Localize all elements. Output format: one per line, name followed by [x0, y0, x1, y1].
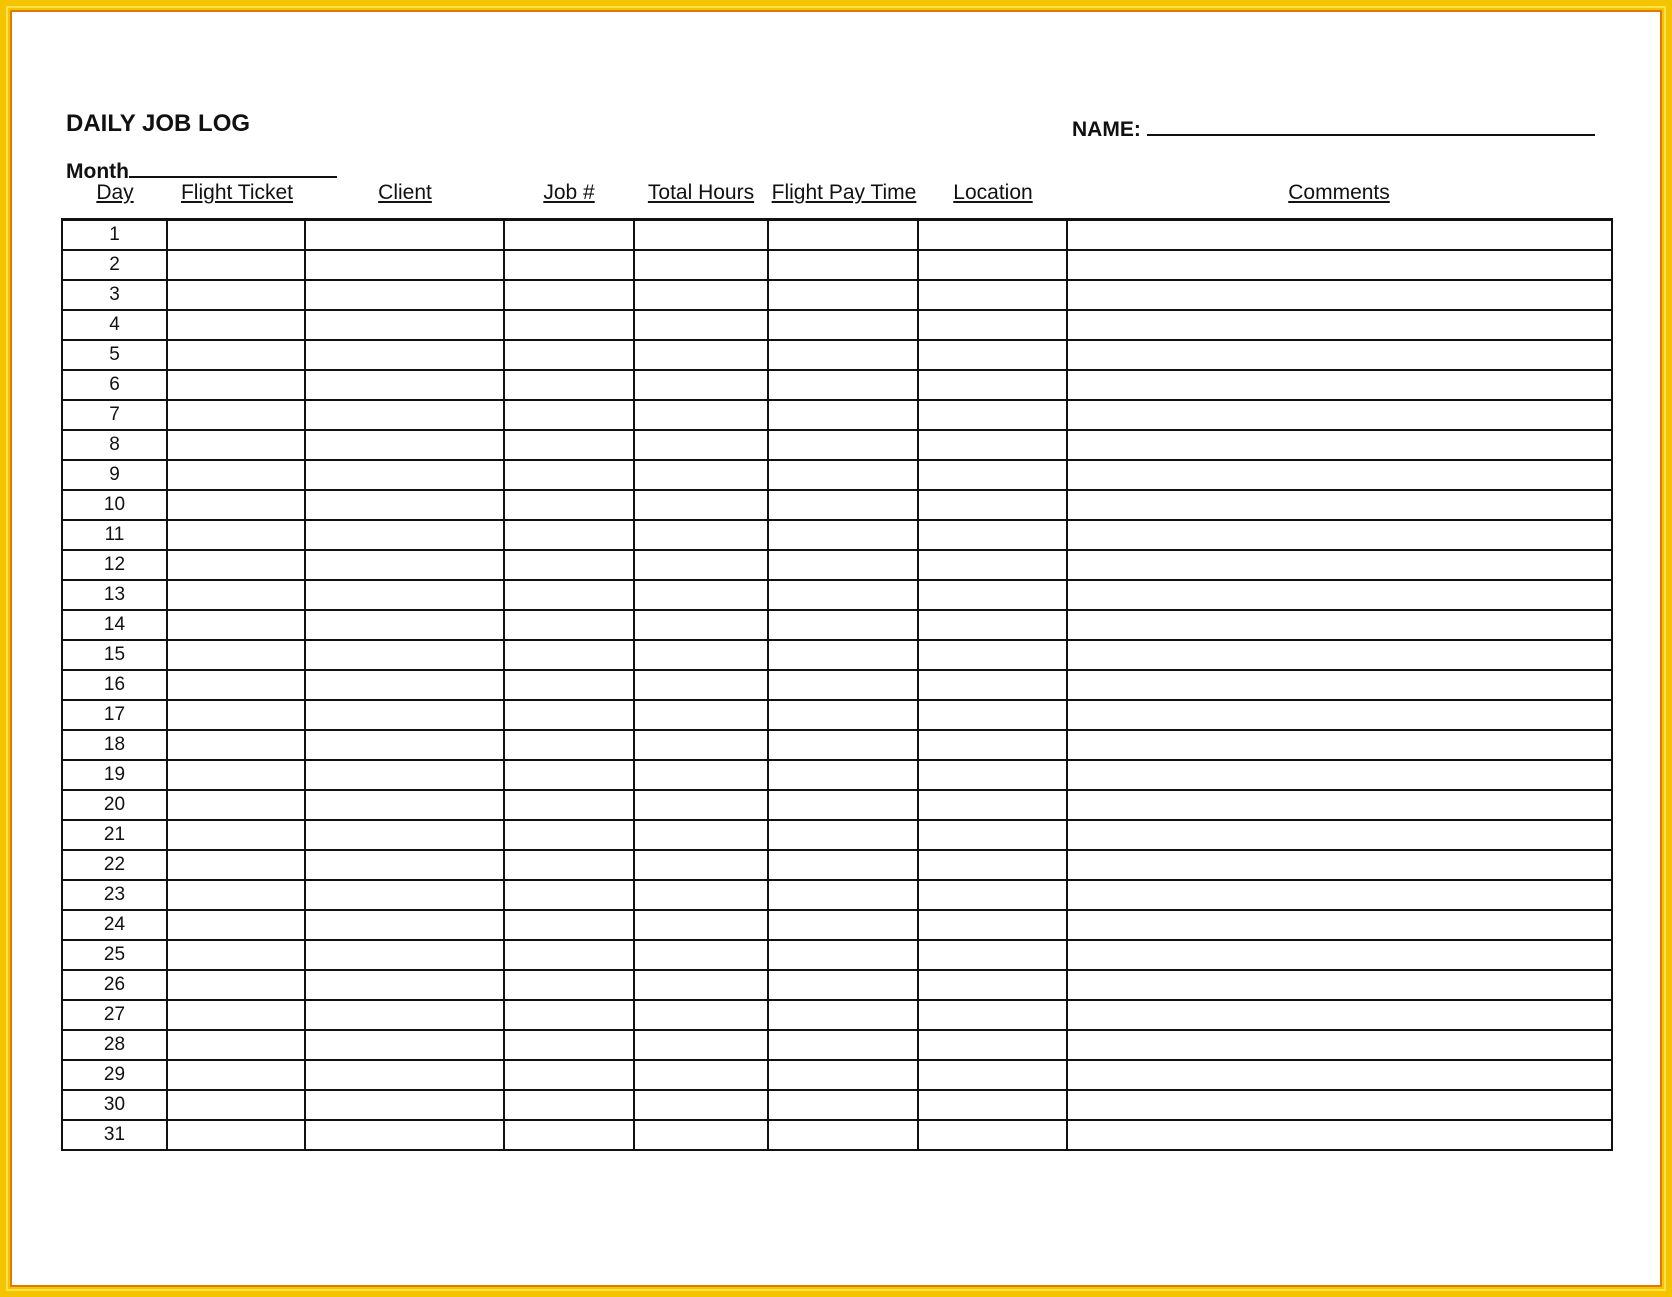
header-client: Client	[378, 181, 432, 204]
flight-ticket-cell[interactable]	[167, 400, 305, 430]
day-cell: 7	[62, 400, 167, 430]
location-cell[interactable]	[918, 550, 1067, 580]
day-cell: 16	[62, 670, 167, 700]
flight-pay-time-cell[interactable]	[768, 1000, 918, 1030]
job-number-cell[interactable]	[504, 1000, 634, 1030]
table-row	[62, 910, 1612, 940]
flight-ticket-cell[interactable]	[167, 790, 305, 820]
location-cell[interactable]	[918, 640, 1067, 670]
total-hours-cell[interactable]	[634, 1120, 768, 1150]
comments-cell[interactable]	[1067, 460, 1612, 490]
comments-cell[interactable]	[1067, 370, 1612, 400]
location-cell[interactable]	[918, 880, 1067, 910]
day-cell: 15	[62, 640, 167, 670]
job-number-cell[interactable]	[504, 460, 634, 490]
flight-ticket-cell[interactable]	[167, 460, 305, 490]
day-cell: 26	[62, 970, 167, 1000]
flight-pay-time-cell[interactable]	[768, 430, 918, 460]
table-row	[62, 280, 1612, 310]
total-hours-cell[interactable]	[634, 250, 768, 280]
flight-pay-time-cell[interactable]	[768, 700, 918, 730]
job-number-cell[interactable]	[504, 310, 634, 340]
comments-cell[interactable]	[1067, 670, 1612, 700]
flight-pay-time-cell[interactable]	[768, 730, 918, 760]
flight-pay-time-cell[interactable]	[768, 970, 918, 1000]
table-row	[62, 340, 1612, 370]
location-cell[interactable]	[918, 670, 1067, 700]
table-row	[62, 700, 1612, 730]
location-cell[interactable]	[918, 940, 1067, 970]
client-cell[interactable]	[305, 760, 504, 790]
flight-ticket-cell[interactable]	[167, 970, 305, 1000]
day-cell: 14	[62, 610, 167, 640]
month-label: Month	[66, 160, 129, 183]
flight-ticket-cell[interactable]	[167, 340, 305, 370]
job-number-cell[interactable]	[504, 850, 634, 880]
flight-pay-time-cell[interactable]	[768, 550, 918, 580]
total-hours-cell[interactable]	[634, 670, 768, 700]
name-blank-line[interactable]	[1147, 114, 1595, 136]
comments-cell[interactable]	[1067, 1030, 1612, 1060]
client-cell[interactable]	[305, 460, 504, 490]
job-number-cell[interactable]	[504, 280, 634, 310]
day-cell: 30	[62, 1090, 167, 1120]
flight-ticket-cell[interactable]	[167, 670, 305, 700]
location-cell[interactable]	[918, 400, 1067, 430]
day-cell: 12	[62, 550, 167, 580]
total-hours-cell[interactable]	[634, 1090, 768, 1120]
job-number-cell[interactable]	[504, 1090, 634, 1120]
client-cell[interactable]	[305, 850, 504, 880]
table-row	[62, 490, 1612, 520]
header-job-number: Job #	[543, 181, 595, 204]
total-hours-cell[interactable]	[634, 760, 768, 790]
day-cell: 22	[62, 850, 167, 880]
flight-pay-time-cell[interactable]	[768, 520, 918, 550]
flight-ticket-cell[interactable]	[167, 1060, 305, 1090]
job-number-cell[interactable]	[504, 700, 634, 730]
table-row	[62, 760, 1612, 790]
flight-pay-time-cell[interactable]	[768, 820, 918, 850]
location-cell[interactable]	[918, 1060, 1067, 1090]
location-cell[interactable]	[918, 520, 1067, 550]
location-cell[interactable]	[918, 430, 1067, 460]
client-cell[interactable]	[305, 970, 504, 1000]
flight-ticket-cell[interactable]	[167, 910, 305, 940]
job-number-cell[interactable]	[504, 730, 634, 760]
total-hours-cell[interactable]	[634, 460, 768, 490]
flight-ticket-cell[interactable]	[167, 580, 305, 610]
total-hours-cell[interactable]	[634, 520, 768, 550]
day-cell: 28	[62, 1030, 167, 1060]
location-cell[interactable]	[918, 250, 1067, 280]
comments-cell[interactable]	[1067, 550, 1612, 580]
total-hours-cell[interactable]	[634, 400, 768, 430]
day-cell: 29	[62, 1060, 167, 1090]
table-row	[62, 520, 1612, 550]
job-number-cell[interactable]	[504, 400, 634, 430]
location-cell[interactable]	[918, 820, 1067, 850]
month-blank-line[interactable]	[129, 156, 337, 178]
comments-cell[interactable]	[1067, 310, 1612, 340]
job-number-cell[interactable]	[504, 640, 634, 670]
comments-cell[interactable]	[1067, 430, 1612, 460]
flight-ticket-cell[interactable]	[167, 610, 305, 640]
job-number-cell[interactable]	[504, 790, 634, 820]
header-location: Location	[953, 181, 1033, 204]
total-hours-cell[interactable]	[634, 730, 768, 760]
total-hours-cell[interactable]	[634, 940, 768, 970]
flight-pay-time-cell[interactable]	[768, 760, 918, 790]
table-row	[62, 880, 1612, 910]
location-cell[interactable]	[918, 280, 1067, 310]
table-row	[62, 1120, 1612, 1150]
flight-pay-time-cell[interactable]	[768, 940, 918, 970]
location-cell[interactable]	[918, 460, 1067, 490]
header-total-hours: Total Hours	[647, 181, 755, 204]
total-hours-cell[interactable]	[634, 850, 768, 880]
client-cell[interactable]	[305, 310, 504, 340]
client-cell[interactable]	[305, 370, 504, 400]
table-row	[62, 370, 1612, 400]
day-cell: 13	[62, 580, 167, 610]
location-cell[interactable]	[918, 730, 1067, 760]
total-hours-cell[interactable]	[634, 550, 768, 580]
table-row	[62, 790, 1612, 820]
client-cell[interactable]	[305, 820, 504, 850]
flight-pay-time-cell[interactable]	[768, 850, 918, 880]
flight-pay-time-cell[interactable]	[768, 400, 918, 430]
day-cell: 24	[62, 910, 167, 940]
flight-ticket-cell[interactable]	[167, 730, 305, 760]
name-field[interactable]	[1072, 114, 1595, 142]
flight-ticket-cell[interactable]	[167, 250, 305, 280]
flight-pay-time-cell[interactable]	[768, 370, 918, 400]
name-label: NAME:	[1072, 118, 1141, 141]
job-number-cell[interactable]	[504, 940, 634, 970]
flight-ticket-cell[interactable]	[167, 1090, 305, 1120]
job-number-cell[interactable]	[504, 340, 634, 370]
flight-ticket-cell[interactable]	[167, 370, 305, 400]
location-cell[interactable]	[918, 1090, 1067, 1120]
flight-pay-time-cell[interactable]	[768, 670, 918, 700]
total-hours-cell[interactable]	[634, 1060, 768, 1090]
client-cell[interactable]	[305, 580, 504, 610]
table-row	[62, 850, 1612, 880]
client-cell[interactable]	[305, 610, 504, 640]
client-cell[interactable]	[305, 700, 504, 730]
client-cell[interactable]	[305, 550, 504, 580]
total-hours-cell[interactable]	[634, 790, 768, 820]
total-hours-cell[interactable]	[634, 370, 768, 400]
total-hours-cell[interactable]	[634, 1030, 768, 1060]
day-cell: 27	[62, 1000, 167, 1030]
comments-cell[interactable]	[1067, 730, 1612, 760]
flight-pay-time-cell[interactable]	[768, 580, 918, 610]
flight-pay-time-cell[interactable]	[768, 640, 918, 670]
day-cell: 31	[62, 1120, 167, 1150]
flight-ticket-cell[interactable]	[167, 700, 305, 730]
comments-cell[interactable]	[1067, 520, 1612, 550]
comments-cell[interactable]	[1067, 640, 1612, 670]
total-hours-cell[interactable]	[634, 280, 768, 310]
table-row	[62, 400, 1612, 430]
flight-pay-time-cell[interactable]	[768, 910, 918, 940]
table-row	[62, 940, 1612, 970]
client-cell[interactable]	[305, 280, 504, 310]
flight-pay-time-cell[interactable]	[768, 880, 918, 910]
flight-ticket-cell[interactable]	[167, 220, 305, 251]
comments-cell[interactable]	[1067, 790, 1612, 820]
location-cell[interactable]	[918, 970, 1067, 1000]
flight-ticket-cell[interactable]	[167, 940, 305, 970]
job-number-cell[interactable]	[504, 220, 634, 251]
location-cell[interactable]	[918, 760, 1067, 790]
job-number-cell[interactable]	[504, 550, 634, 580]
flight-pay-time-cell[interactable]	[768, 310, 918, 340]
client-cell[interactable]	[305, 670, 504, 700]
client-cell[interactable]	[305, 490, 504, 520]
day-cell: 18	[62, 730, 167, 760]
comments-cell[interactable]	[1067, 1090, 1612, 1120]
table-row	[62, 820, 1612, 850]
client-cell[interactable]	[305, 940, 504, 970]
client-cell[interactable]	[305, 880, 504, 910]
day-cell: 5	[62, 340, 167, 370]
table-row	[62, 1090, 1612, 1120]
total-hours-cell[interactable]	[634, 610, 768, 640]
job-number-cell[interactable]	[504, 1030, 634, 1060]
client-cell[interactable]	[305, 520, 504, 550]
table-row	[62, 730, 1612, 760]
total-hours-cell[interactable]	[634, 430, 768, 460]
job-number-cell[interactable]	[504, 610, 634, 640]
comments-cell[interactable]	[1067, 340, 1612, 370]
client-cell[interactable]	[305, 400, 504, 430]
flight-ticket-cell[interactable]	[167, 880, 305, 910]
comments-cell[interactable]	[1067, 880, 1612, 910]
location-cell[interactable]	[918, 790, 1067, 820]
flight-ticket-cell[interactable]	[167, 640, 305, 670]
location-cell[interactable]	[918, 1030, 1067, 1060]
job-number-cell[interactable]	[504, 490, 634, 520]
flight-pay-time-cell[interactable]	[768, 610, 918, 640]
header-flight-pay-time: Flight Pay Time	[771, 181, 917, 204]
table-row	[62, 1000, 1612, 1030]
total-hours-cell[interactable]	[634, 970, 768, 1000]
header-comments: Comments	[1288, 181, 1390, 204]
flight-ticket-cell[interactable]	[167, 1030, 305, 1060]
location-cell[interactable]	[918, 1000, 1067, 1030]
day-cell: 1	[62, 220, 167, 251]
job-number-cell[interactable]	[504, 970, 634, 1000]
flight-ticket-cell[interactable]	[167, 1000, 305, 1030]
comments-cell[interactable]	[1067, 910, 1612, 940]
day-cell: 2	[62, 250, 167, 280]
flight-pay-time-cell[interactable]	[768, 790, 918, 820]
flight-ticket-cell[interactable]	[167, 550, 305, 580]
total-hours-cell[interactable]	[634, 310, 768, 340]
client-cell[interactable]	[305, 1000, 504, 1030]
location-cell[interactable]	[918, 490, 1067, 520]
comments-cell[interactable]	[1067, 700, 1612, 730]
table-row	[62, 250, 1612, 280]
flight-ticket-cell[interactable]	[167, 850, 305, 880]
total-hours-cell[interactable]	[634, 580, 768, 610]
day-cell: 6	[62, 370, 167, 400]
table-row	[62, 1030, 1612, 1060]
comments-cell[interactable]	[1067, 940, 1612, 970]
location-cell[interactable]	[918, 700, 1067, 730]
flight-pay-time-cell[interactable]	[768, 220, 918, 251]
total-hours-cell[interactable]	[634, 340, 768, 370]
flight-pay-time-cell[interactable]	[768, 1090, 918, 1120]
day-cell: 8	[62, 430, 167, 460]
location-cell[interactable]	[918, 310, 1067, 340]
client-cell[interactable]	[305, 340, 504, 370]
client-cell[interactable]	[305, 1120, 504, 1150]
location-cell[interactable]	[918, 220, 1067, 251]
table-row	[62, 310, 1612, 340]
location-cell[interactable]	[918, 370, 1067, 400]
day-cell: 3	[62, 280, 167, 310]
day-cell: 17	[62, 700, 167, 730]
day-cell: 10	[62, 490, 167, 520]
client-cell[interactable]	[305, 250, 504, 280]
comments-cell[interactable]	[1067, 850, 1612, 880]
table-row	[62, 220, 1612, 251]
job-number-cell[interactable]	[504, 250, 634, 280]
table-row	[62, 610, 1612, 640]
flight-ticket-cell[interactable]	[167, 430, 305, 460]
flight-pay-time-cell[interactable]	[768, 280, 918, 310]
location-cell[interactable]	[918, 850, 1067, 880]
location-cell[interactable]	[918, 340, 1067, 370]
header-day: Day	[96, 181, 134, 204]
day-cell: 25	[62, 940, 167, 970]
form-title: DAILY JOB LOG	[66, 110, 251, 137]
client-cell[interactable]	[305, 790, 504, 820]
client-cell[interactable]	[305, 430, 504, 460]
client-cell[interactable]	[305, 1090, 504, 1120]
comments-cell[interactable]	[1067, 760, 1612, 790]
flight-pay-time-cell[interactable]	[768, 250, 918, 280]
table-row	[62, 670, 1612, 700]
table-row	[62, 460, 1612, 490]
comments-cell[interactable]	[1067, 1000, 1612, 1030]
job-number-cell[interactable]	[504, 1060, 634, 1090]
flight-ticket-cell[interactable]	[167, 760, 305, 790]
flight-pay-time-cell[interactable]	[768, 1060, 918, 1090]
day-cell: 11	[62, 520, 167, 550]
table-row	[62, 550, 1612, 580]
table-row	[62, 640, 1612, 670]
total-hours-cell[interactable]	[634, 1000, 768, 1030]
job-number-cell[interactable]	[504, 430, 634, 460]
job-number-cell[interactable]	[504, 520, 634, 550]
day-cell: 19	[62, 760, 167, 790]
flight-pay-time-cell[interactable]	[768, 1120, 918, 1150]
total-hours-cell[interactable]	[634, 640, 768, 670]
flight-pay-time-cell[interactable]	[768, 340, 918, 370]
day-cell: 9	[62, 460, 167, 490]
total-hours-cell[interactable]	[634, 880, 768, 910]
total-hours-cell[interactable]	[634, 820, 768, 850]
flight-pay-time-cell[interactable]	[768, 1030, 918, 1060]
table-row	[62, 580, 1612, 610]
day-cell: 4	[62, 310, 167, 340]
comments-cell[interactable]	[1067, 1120, 1612, 1150]
comments-cell[interactable]	[1067, 970, 1612, 1000]
flight-pay-time-cell[interactable]	[768, 490, 918, 520]
total-hours-cell[interactable]	[634, 220, 768, 251]
job-number-cell[interactable]	[504, 820, 634, 850]
flight-ticket-cell[interactable]	[167, 490, 305, 520]
client-cell[interactable]	[305, 1060, 504, 1090]
flight-pay-time-cell[interactable]	[768, 460, 918, 490]
flight-ticket-cell[interactable]	[167, 820, 305, 850]
day-cell: 23	[62, 880, 167, 910]
table-row	[62, 430, 1612, 460]
comments-cell[interactable]	[1067, 610, 1612, 640]
flight-ticket-cell[interactable]	[167, 280, 305, 310]
flight-ticket-cell[interactable]	[167, 520, 305, 550]
job-number-cell[interactable]	[504, 910, 634, 940]
comments-cell[interactable]	[1067, 490, 1612, 520]
flight-ticket-cell[interactable]	[167, 310, 305, 340]
job-number-cell[interactable]	[504, 880, 634, 910]
comments-cell[interactable]	[1067, 280, 1612, 310]
client-cell[interactable]	[305, 640, 504, 670]
comments-cell[interactable]	[1067, 820, 1612, 850]
location-cell[interactable]	[918, 1120, 1067, 1150]
comments-cell[interactable]	[1067, 250, 1612, 280]
client-cell[interactable]	[305, 910, 504, 940]
comments-cell[interactable]	[1067, 580, 1612, 610]
job-number-cell[interactable]	[504, 760, 634, 790]
job-number-cell[interactable]	[504, 670, 634, 700]
comments-cell[interactable]	[1067, 1060, 1612, 1090]
comments-cell[interactable]	[1067, 220, 1612, 251]
header-flight-ticket: Flight Ticket	[180, 181, 294, 204]
month-field[interactable]	[66, 156, 337, 184]
table-row	[62, 1060, 1612, 1090]
location-cell[interactable]	[918, 610, 1067, 640]
comments-cell[interactable]	[1067, 400, 1612, 430]
location-cell[interactable]	[918, 910, 1067, 940]
day-cell: 21	[62, 820, 167, 850]
job-number-cell[interactable]	[504, 1120, 634, 1150]
location-cell[interactable]	[918, 580, 1067, 610]
job-number-cell[interactable]	[504, 370, 634, 400]
job-log-table	[61, 218, 1613, 1151]
day-cell: 20	[62, 790, 167, 820]
job-number-cell[interactable]	[504, 580, 634, 610]
client-cell[interactable]	[305, 1030, 504, 1060]
client-cell[interactable]	[305, 220, 504, 251]
flight-ticket-cell[interactable]	[167, 1120, 305, 1150]
total-hours-cell[interactable]	[634, 490, 768, 520]
total-hours-cell[interactable]	[634, 700, 768, 730]
table-row	[62, 970, 1612, 1000]
total-hours-cell[interactable]	[634, 910, 768, 940]
client-cell[interactable]	[305, 730, 504, 760]
